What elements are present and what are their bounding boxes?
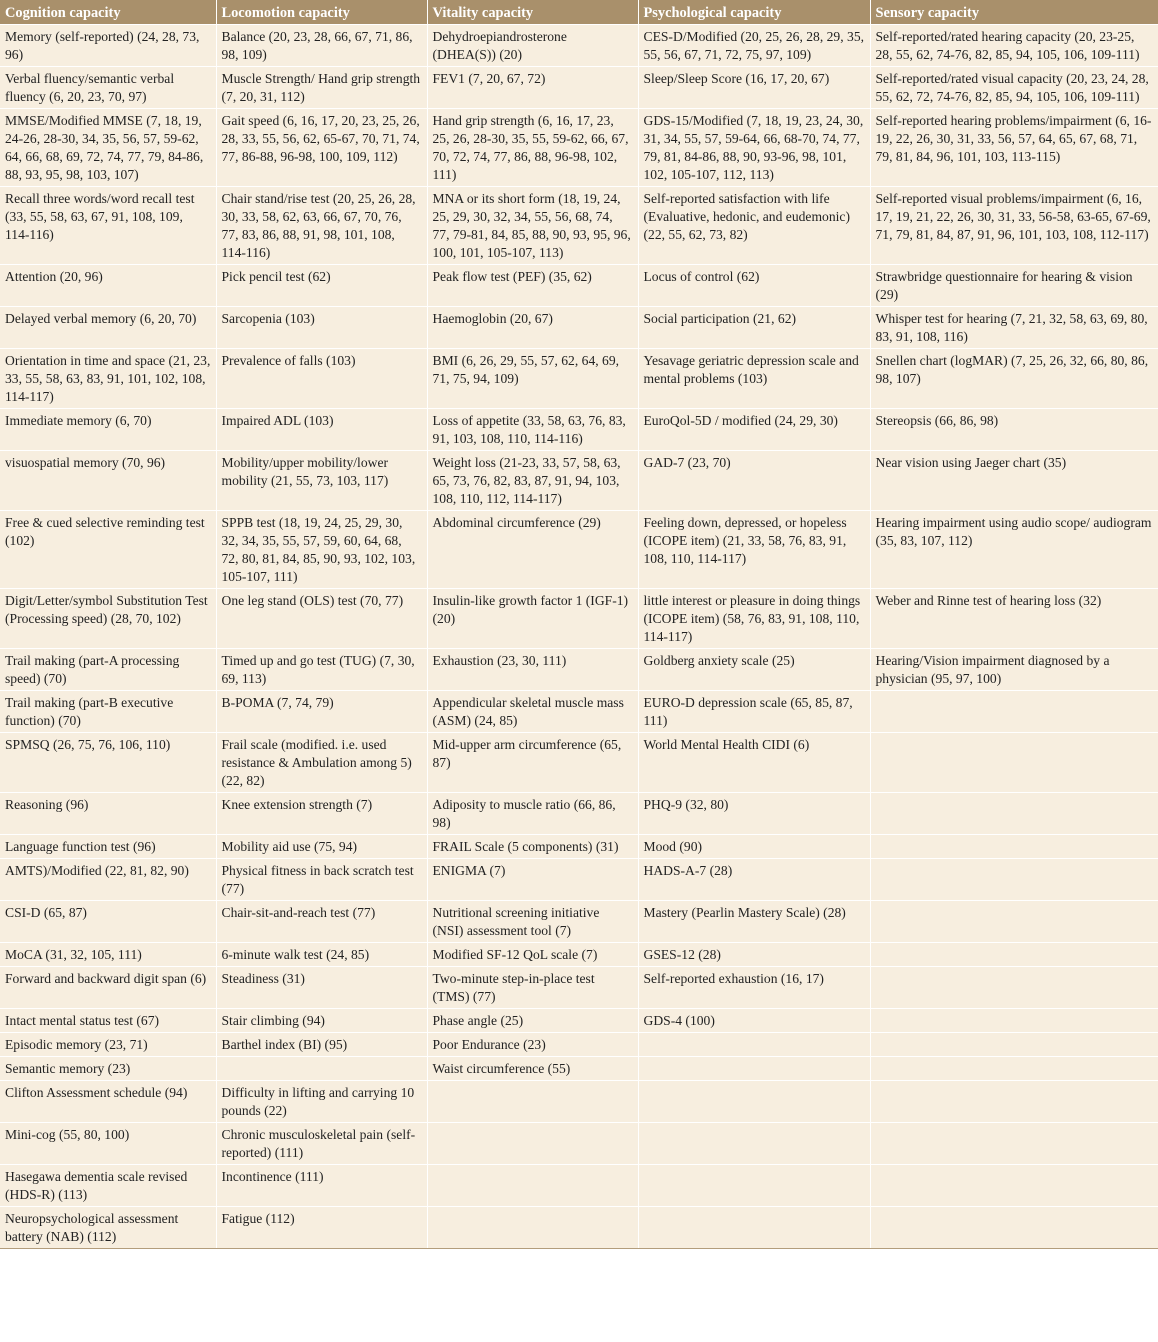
cell-sensory: Hearing impairment using audio scope/ audiogram (35, 83, 107, 112) [870, 511, 1158, 589]
table-row [0, 25, 1158, 67]
table-row [0, 859, 1158, 901]
cell-sensory [870, 943, 1158, 967]
cell-locomotion: SPPB test (18, 19, 24, 25, 29, 30, 32, 34, 35, 55, 57, 59, 60, 64, 68, 72, 80, 81, 84, 85, 90, 93, 102, 103, 105-107, 111) [216, 511, 427, 589]
cell-psychological: GDS-15/Modified (7, 18, 19, 23, 24, 30, 31, 34, 55, 57, 59-64, 66, 68-70, 74, 77, 79, 81, 84-86, 88, 90, 93-96, 98, 101, 102, 105-107, 112, 113) [638, 109, 870, 187]
cell-cognition: MMSE/Modified MMSE (7, 18, 19, 24-26, 28-30, 34, 35, 56, 57, 59-62, 64, 66, 68, 69, 72, 74, 77, 79, 84-86, 88, 93, 95, 98, 103, 107) [0, 109, 216, 187]
table-row [0, 67, 1158, 109]
cell-sensory: Strawbridge questionnaire for hearing & vision (29) [870, 265, 1158, 307]
header-psychological: Psychological capacity [638, 0, 870, 25]
cell-sensory: Weber and Rinne test of hearing loss (32) [870, 589, 1158, 649]
cell-locomotion: Impaired ADL (103) [216, 409, 427, 451]
table-row [0, 733, 1158, 793]
table-row [0, 1009, 1158, 1033]
table-row [0, 1123, 1158, 1165]
table-row [0, 109, 1158, 187]
cell-locomotion: Chronic musculoskeletal pain (self-reported) (111) [216, 1123, 427, 1165]
table-row [0, 1033, 1158, 1057]
cell-vitality: MNA or its short form (18, 19, 24, 25, 29, 30, 32, 34, 55, 56, 68, 74, 77, 79-81, 84, 85, 88, 90, 93, 95, 96, 100, 101, 105-107, 113) [427, 187, 638, 265]
cell-vitality: Exhaustion (23, 30, 111) [427, 649, 638, 691]
cell-vitality: ENIGMA (7) [427, 859, 638, 901]
cell-vitality: Abdominal circumference (29) [427, 511, 638, 589]
cell-cognition: Mini-cog (55, 80, 100) [0, 1123, 216, 1165]
cell-sensory: Snellen chart (logMAR) (7, 25, 26, 32, 66, 80, 86, 98, 107) [870, 349, 1158, 409]
cell-cognition: Semantic memory (23) [0, 1057, 216, 1081]
cell-psychological: EURO-D depression scale (65, 85, 87, 111) [638, 691, 870, 733]
cell-sensory: Self-reported/rated hearing capacity (20, 23-25, 28, 55, 62, 74-76, 82, 85, 94, 105, 106, 109-111) [870, 25, 1158, 67]
cell-psychological [638, 1207, 870, 1249]
cell-vitality [427, 1207, 638, 1249]
cell-cognition: CSI-D (65, 87) [0, 901, 216, 943]
cell-cognition: Immediate memory (6, 70) [0, 409, 216, 451]
table-body [0, 25, 1158, 1249]
cell-sensory [870, 1033, 1158, 1057]
table-row [0, 1165, 1158, 1207]
table-row [0, 307, 1158, 349]
cell-sensory [870, 835, 1158, 859]
cell-cognition: AMTS)/Modified (22, 81, 82, 90) [0, 859, 216, 901]
header-row [0, 0, 1158, 25]
cell-cognition: visuospatial memory (70, 96) [0, 451, 216, 511]
cell-vitality: Appendicular skeletal muscle mass (ASM) (24, 85) [427, 691, 638, 733]
cell-psychological: little interest or pleasure in doing things (ICOPE item) (58, 76, 83, 91, 108, 110, 114-117) [638, 589, 870, 649]
cell-vitality: Weight loss (21-23, 33, 57, 58, 63, 65, 73, 76, 82, 83, 87, 91, 94, 103, 108, 110, 112, 114-117) [427, 451, 638, 511]
cell-cognition: Intact mental status test (67) [0, 1009, 216, 1033]
cell-locomotion: Balance (20, 23, 28, 66, 67, 71, 86, 98, 109) [216, 25, 427, 67]
cell-sensory [870, 1009, 1158, 1033]
table-row [0, 649, 1158, 691]
header-vitality: Vitality capacity [427, 0, 638, 25]
cell-psychological: Social participation (21, 62) [638, 307, 870, 349]
cell-psychological: GSES-12 (28) [638, 943, 870, 967]
table-row [0, 1207, 1158, 1249]
cell-locomotion: Fatigue (112) [216, 1207, 427, 1249]
cell-cognition: Language function test (96) [0, 835, 216, 859]
cell-locomotion: Physical fitness in back scratch test (77) [216, 859, 427, 901]
cell-cognition: Attention (20, 96) [0, 265, 216, 307]
cell-vitality: Two-minute step-in-place test (TMS) (77) [427, 967, 638, 1009]
cell-vitality: Modified SF-12 QoL scale (7) [427, 943, 638, 967]
cell-sensory: Whisper test for hearing (7, 21, 32, 58, 63, 69, 80, 83, 91, 108, 116) [870, 307, 1158, 349]
cell-psychological: Goldberg anxiety scale (25) [638, 649, 870, 691]
cell-sensory [870, 691, 1158, 733]
cell-psychological [638, 1057, 870, 1081]
cell-locomotion: One leg stand (OLS) test (70, 77) [216, 589, 427, 649]
cell-vitality: Poor Endurance (23) [427, 1033, 638, 1057]
cell-psychological: PHQ-9 (32, 80) [638, 793, 870, 835]
cell-psychological: World Mental Health CIDI (6) [638, 733, 870, 793]
cell-vitality [427, 1123, 638, 1165]
table-row [0, 691, 1158, 733]
cell-locomotion: Incontinence (111) [216, 1165, 427, 1207]
cell-locomotion [216, 1057, 427, 1081]
cell-vitality: FEV1 (7, 20, 67, 72) [427, 67, 638, 109]
cell-cognition: Delayed verbal memory (6, 20, 70) [0, 307, 216, 349]
table-row [0, 409, 1158, 451]
cell-locomotion: Timed up and go test (TUG) (7, 30, 69, 113) [216, 649, 427, 691]
cell-psychological: Self-reported satisfaction with life (Evaluative, hedonic, and eudemonic) (22, 55, 62, 73, 82) [638, 187, 870, 265]
table-row [0, 451, 1158, 511]
cell-locomotion: Prevalence of falls (103) [216, 349, 427, 409]
table-row [0, 511, 1158, 589]
cell-cognition: Memory (self-reported) (24, 28, 73, 96) [0, 25, 216, 67]
cell-psychological: Yesavage geriatric depression scale and mental problems (103) [638, 349, 870, 409]
cell-sensory [870, 901, 1158, 943]
cell-psychological [638, 1081, 870, 1123]
cell-cognition: Verbal fluency/semantic verbal fluency (6, 20, 23, 70, 97) [0, 67, 216, 109]
cell-vitality: BMI (6, 26, 29, 55, 57, 62, 64, 69, 71, 75, 94, 109) [427, 349, 638, 409]
cell-cognition: Neuropsychological assessment battery (NAB) (112) [0, 1207, 216, 1249]
cell-locomotion: Mobility/upper mobility/lower mobility (21, 55, 73, 103, 117) [216, 451, 427, 511]
cell-cognition: Orientation in time and space (21, 23, 33, 55, 58, 63, 83, 91, 101, 102, 108, 114-117) [0, 349, 216, 409]
table-row [0, 589, 1158, 649]
cell-psychological: Locus of control (62) [638, 265, 870, 307]
cell-cognition: MoCA (31, 32, 105, 111) [0, 943, 216, 967]
cell-psychological: Self-reported exhaustion (16, 17) [638, 967, 870, 1009]
cell-psychological: Mastery (Pearlin Mastery Scale) (28) [638, 901, 870, 943]
header-sensory: Sensory capacity [870, 0, 1158, 25]
cell-locomotion: Sarcopenia (103) [216, 307, 427, 349]
cell-locomotion: Muscle Strength/ Hand grip strength (7, 20, 31, 112) [216, 67, 427, 109]
cell-locomotion: Stair climbing (94) [216, 1009, 427, 1033]
cell-sensory [870, 733, 1158, 793]
cell-cognition: Recall three words/word recall test (33, 55, 58, 63, 67, 91, 108, 109, 114-116) [0, 187, 216, 265]
table-row [0, 967, 1158, 1009]
cell-locomotion: Chair stand/rise test (20, 25, 26, 28, 30, 33, 58, 62, 63, 66, 67, 70, 76, 77, 83, 86, 88, 91, 98, 101, 108, 114-116) [216, 187, 427, 265]
cell-locomotion: Difficulty in lifting and carrying 10 pounds (22) [216, 1081, 427, 1123]
cell-locomotion: Barthel index (BI) (95) [216, 1033, 427, 1057]
table-row [0, 265, 1158, 307]
cell-sensory: Near vision using Jaeger chart (35) [870, 451, 1158, 511]
cell-vitality: Phase angle (25) [427, 1009, 638, 1033]
table-row [0, 1057, 1158, 1081]
cell-sensory [870, 1057, 1158, 1081]
cell-psychological: Feeling down, depressed, or hopeless (ICOPE item) (21, 33, 58, 76, 83, 91, 108, 110, 114-117) [638, 511, 870, 589]
cell-sensory [870, 1123, 1158, 1165]
cell-sensory [870, 859, 1158, 901]
cell-locomotion: Knee extension strength (7) [216, 793, 427, 835]
cell-vitality: Insulin-like growth factor 1 (IGF-1) (20) [427, 589, 638, 649]
cell-vitality [427, 1081, 638, 1123]
cell-vitality: Dehydroepiandrosterone (DHEA(S)) (20) [427, 25, 638, 67]
cell-cognition: Digit/Letter/symbol Substitution Test (Processing speed) (28, 70, 102) [0, 589, 216, 649]
cell-sensory: Stereopsis (66, 86, 98) [870, 409, 1158, 451]
cell-psychological [638, 1033, 870, 1057]
cell-psychological: EuroQol-5D / modified (24, 29, 30) [638, 409, 870, 451]
cell-cognition: Forward and backward digit span (6) [0, 967, 216, 1009]
cell-sensory [870, 1207, 1158, 1249]
cell-vitality: FRAIL Scale (5 components) (31) [427, 835, 638, 859]
table-row [0, 793, 1158, 835]
cell-locomotion: Pick pencil test (62) [216, 265, 427, 307]
cell-psychological: Mood (90) [638, 835, 870, 859]
cell-cognition: Trail making (part-B executive function) (70) [0, 691, 216, 733]
cell-cognition: Reasoning (96) [0, 793, 216, 835]
cell-locomotion: Gait speed (6, 16, 17, 20, 23, 25, 26, 28, 33, 55, 56, 62, 65-67, 70, 71, 74, 77, 86-88, 96-98, 100, 109, 112) [216, 109, 427, 187]
cell-vitality: Adiposity to muscle ratio (66, 86, 98) [427, 793, 638, 835]
table-row [0, 901, 1158, 943]
cell-vitality: Peak flow test (PEF) (35, 62) [427, 265, 638, 307]
header-locomotion: Locomotion capacity [216, 0, 427, 25]
cell-vitality: Haemoglobin (20, 67) [427, 307, 638, 349]
cell-psychological: GDS-4 (100) [638, 1009, 870, 1033]
cell-psychological: CES-D/Modified (20, 25, 26, 28, 29, 35, 55, 56, 67, 71, 72, 75, 97, 109) [638, 25, 870, 67]
cell-locomotion: 6-minute walk test (24, 85) [216, 943, 427, 967]
cell-psychological [638, 1123, 870, 1165]
cell-vitality [427, 1165, 638, 1207]
cell-cognition: Free & cued selective reminding test (102) [0, 511, 216, 589]
cell-cognition: Clifton Assessment schedule (94) [0, 1081, 216, 1123]
cell-locomotion: Frail scale (modified. i.e. used resistance & Ambulation among 5) (22, 82) [216, 733, 427, 793]
table-row [0, 187, 1158, 265]
cell-psychological: Sleep/Sleep Score (16, 17, 20, 67) [638, 67, 870, 109]
cell-cognition: Episodic memory (23, 71) [0, 1033, 216, 1057]
cell-psychological: HADS-A-7 (28) [638, 859, 870, 901]
cell-sensory [870, 1165, 1158, 1207]
cell-sensory: Hearing/Vision impairment diagnosed by a physician (95, 97, 100) [870, 649, 1158, 691]
cell-vitality: Waist circumference (55) [427, 1057, 638, 1081]
cell-sensory: Self-reported visual problems/impairment (6, 16, 17, 19, 21, 22, 26, 30, 31, 33, 56-58, 63-65, 67-69, 71, 79, 81, 84, 87, 91, 96, 101, 103, 108, 112-117) [870, 187, 1158, 265]
cell-vitality: Loss of appetite (33, 58, 63, 76, 83, 91, 103, 108, 110, 114-116) [427, 409, 638, 451]
cell-cognition: SPMSQ (26, 75, 76, 106, 110) [0, 733, 216, 793]
cell-locomotion: Steadiness (31) [216, 967, 427, 1009]
header-cognition: Cognition capacity [0, 0, 216, 25]
cell-locomotion: B-POMA (7, 74, 79) [216, 691, 427, 733]
cell-sensory [870, 967, 1158, 1009]
cell-sensory [870, 793, 1158, 835]
cell-sensory [870, 1081, 1158, 1123]
cell-sensory: Self-reported/rated visual capacity (20, 23, 24, 28, 55, 62, 72, 74-76, 82, 85, 94, 105, 106, 109-111) [870, 67, 1158, 109]
table-row [0, 943, 1158, 967]
cell-vitality: Nutritional screening initiative (NSI) assessment tool (7) [427, 901, 638, 943]
table-row [0, 1081, 1158, 1123]
cell-cognition: Trail making (part-A processing speed) (70) [0, 649, 216, 691]
cell-psychological: GAD-7 (23, 70) [638, 451, 870, 511]
table-row [0, 835, 1158, 859]
cell-sensory: Self-reported hearing problems/impairment (6, 16-19, 22, 26, 30, 31, 33, 56, 57, 64, 65, 67, 68, 71, 79, 81, 84, 96, 101, 103, 113-115) [870, 109, 1158, 187]
cell-locomotion: Mobility aid use (75, 94) [216, 835, 427, 859]
table-row [0, 349, 1158, 409]
cell-psychological [638, 1165, 870, 1207]
cell-locomotion: Chair-sit-and-reach test (77) [216, 901, 427, 943]
cell-vitality: Hand grip strength (6, 16, 17, 23, 25, 26, 28-30, 35, 55, 59-62, 66, 67, 70, 72, 74, 77, 86, 88, 96-98, 102, 111) [427, 109, 638, 187]
cell-vitality: Mid-upper arm circumference (65, 87) [427, 733, 638, 793]
cell-cognition: Hasegawa dementia scale revised (HDS-R) (113) [0, 1165, 216, 1207]
